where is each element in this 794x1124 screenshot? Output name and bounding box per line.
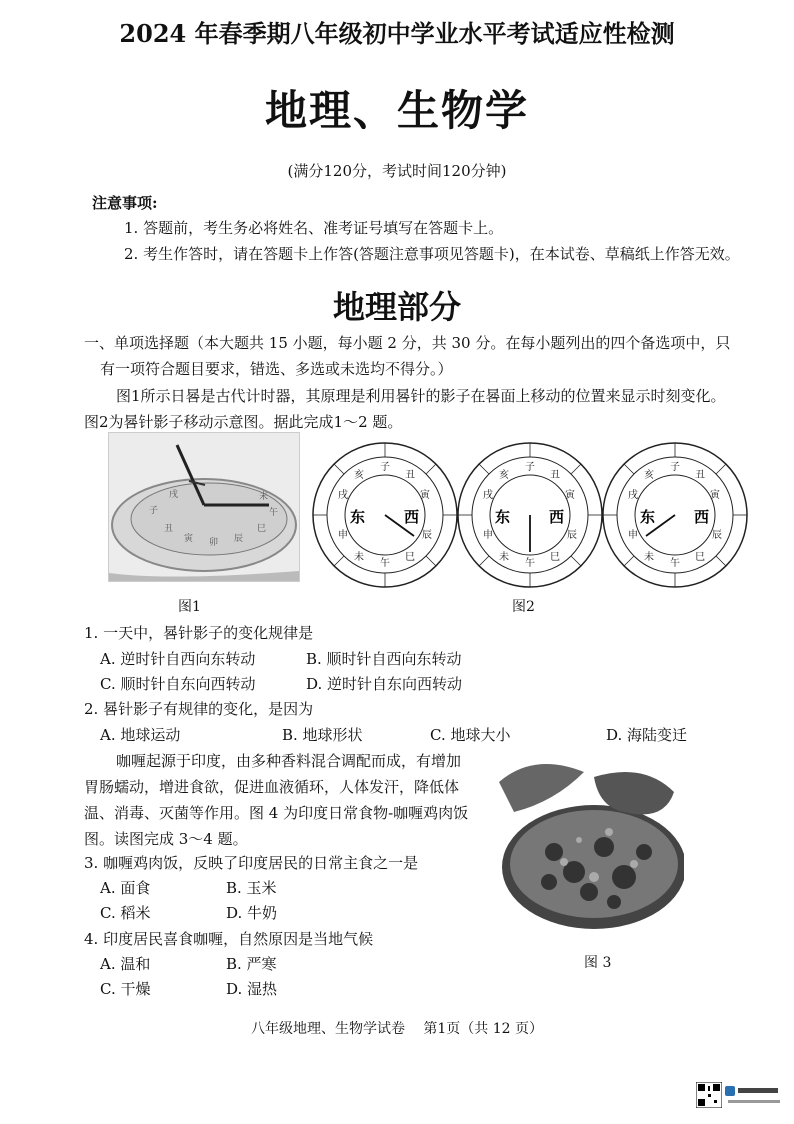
passage-line: 图。读图完成 3～4 题。 [84, 830, 248, 848]
option: B. 玉米 [226, 879, 277, 897]
svg-text:未: 未 [499, 552, 509, 563]
option: C. 地球大小 [430, 726, 511, 744]
notice-title: 注意事项: [92, 194, 158, 212]
part-heading-cont: 有一项符合题目要求，错选、多选或未选均不得分。） [100, 360, 453, 378]
svg-text:戌: 戌 [483, 490, 493, 501]
svg-text:辰: 辰 [422, 530, 432, 541]
svg-text:亥: 亥 [354, 470, 364, 481]
passage-line: 胃肠蠕动，增进食欲，促进血液循环，人体发汗，降低体 [84, 778, 460, 796]
dial-west-label: 西 [694, 508, 710, 526]
svg-text:申: 申 [338, 530, 348, 541]
question-stem: 3. 咖喱鸡肉饭，反映了印度居民的日常主食之一是 [84, 854, 419, 872]
sundial-diagram [600, 440, 750, 590]
svg-text:戌: 戌 [338, 490, 348, 501]
svg-text:辰: 辰 [712, 530, 722, 541]
sundial-photo [108, 432, 300, 582]
svg-text:寅: 寅 [184, 534, 194, 544]
option: A. 面食 [100, 879, 151, 897]
svg-text:丑: 丑 [695, 470, 705, 481]
question-stem: 2. 晷针影子有规律的变化，是因为 [84, 700, 314, 718]
svg-text:未: 未 [354, 552, 364, 563]
svg-text:巳: 巳 [257, 524, 267, 534]
svg-text:寅: 寅 [565, 490, 575, 501]
dial-east-label: 东 [350, 508, 366, 526]
svg-text:戌: 戌 [169, 490, 179, 500]
score-note: (满分120分，考试时间120分钟) [287, 162, 507, 180]
dial-east-label: 东 [495, 508, 511, 526]
svg-text:申: 申 [483, 530, 493, 541]
svg-text:丑: 丑 [164, 524, 174, 534]
svg-text:午: 午 [380, 558, 390, 569]
option: B. 地球形状 [282, 726, 363, 744]
svg-text:寅: 寅 [420, 490, 430, 501]
sundial-diagram [310, 440, 460, 590]
option: D. 牛奶 [226, 904, 278, 922]
svg-text:午: 午 [269, 508, 279, 518]
dial-east-label: 东 [640, 508, 656, 526]
svg-text:亥: 亥 [644, 470, 654, 481]
svg-text:寅: 寅 [710, 490, 720, 501]
dial-west-label: 西 [404, 508, 420, 526]
option: C. 稻米 [100, 904, 151, 922]
figure-caption: 图2 [512, 599, 535, 615]
svg-text:午: 午 [525, 558, 535, 569]
figure-caption: 图 3 [584, 955, 612, 971]
option: A. 温和 [100, 955, 151, 973]
option: B. 顺时针自西向东转动 [306, 650, 462, 668]
option: A. 地球运动 [100, 726, 181, 744]
dial-west-label: 西 [549, 508, 565, 526]
notice-item: 2. 考生作答时，请在答题卡上作答(答题注意事项见答题卡)，在本试卷、草稿纸上作答无效。 [124, 245, 740, 263]
section-title: 地理部分 [332, 288, 461, 326]
curry-rice-photo [494, 752, 684, 937]
svg-text:辰: 辰 [567, 530, 577, 541]
question-stem: 4. 印度居民喜食咖喱，自然原因是当地气候 [84, 930, 374, 948]
qr-code-icon [696, 1082, 722, 1108]
svg-text:巳: 巳 [695, 552, 705, 563]
option: A. 逆时针自西向东转动 [100, 650, 256, 668]
part-heading: 一、单项选择题（本大题共 15 小题，每小题 2 分，共 30 分。在每小题列出的四个备选项中，只 [84, 334, 731, 352]
svg-text:戌: 戌 [628, 490, 638, 501]
svg-text:卯: 卯 [209, 538, 219, 548]
svg-text:巳: 巳 [550, 552, 560, 563]
svg-text:子: 子 [670, 462, 680, 473]
passage-line: 咖喱起源于印度，由多种香料混合调配而成，有增加 [116, 752, 462, 770]
sundial-diagram [455, 440, 605, 590]
intro-paragraph-cont: 图2为晷针影子移动示意图。据此完成1～2 题。 [84, 413, 403, 431]
svg-text:子: 子 [380, 462, 390, 473]
option: D. 湿热 [226, 980, 278, 998]
passage-line: 温、消毒、灭菌等作用。图 4 为印度日常食物-咖喱鸡肉饭 [84, 804, 469, 822]
svg-text:亥: 亥 [499, 470, 509, 481]
option: D. 海陆变迁 [606, 726, 688, 744]
notice-item: 1. 答题前，考生务必将姓名、准考证号填写在答题卡上。 [124, 219, 504, 237]
svg-text:巳: 巳 [405, 552, 415, 563]
svg-text:辰: 辰 [234, 534, 244, 544]
svg-text:午: 午 [670, 558, 680, 569]
option: C. 顺时针自东向西转动 [100, 675, 256, 693]
svg-text:子: 子 [525, 462, 535, 473]
svg-text:丑: 丑 [405, 470, 415, 481]
svg-text:未: 未 [644, 552, 654, 563]
question-stem: 1. 一天中，晷针影子的变化规律是 [84, 624, 314, 642]
scanner-stamp-icon [724, 1080, 784, 1110]
subject-title: 地理、生物学 [264, 86, 529, 135]
option: B. 严寒 [226, 955, 277, 973]
page-footer: 八年级地理、生物学试卷 第1页（共 12 页） [250, 1021, 544, 1037]
exam-title: 2024 年春季期八年级初中学业水平考试适应性检测 [119, 19, 675, 48]
option: D. 逆时针自东向西转动 [306, 675, 463, 693]
figure-caption: 图1 [178, 599, 201, 615]
svg-text:未: 未 [259, 492, 269, 502]
intro-paragraph: 图1所示日晷是古代计时器，其原理是利用晷针的影子在晷面上移动的位置来显示时刻变化。 [116, 387, 726, 405]
option: C. 干燥 [100, 980, 151, 998]
svg-text:子: 子 [149, 506, 159, 516]
svg-text:申: 申 [628, 530, 638, 541]
svg-text:丑: 丑 [550, 470, 560, 481]
